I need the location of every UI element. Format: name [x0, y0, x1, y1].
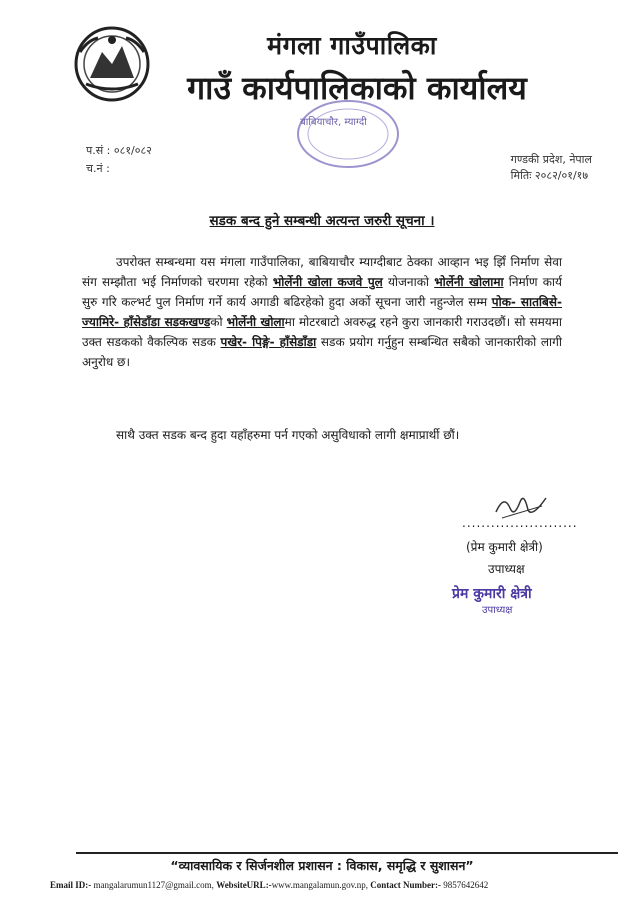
name-stamp-designation: उपाध्यक्ष [482, 605, 513, 616]
body-text: को [210, 315, 227, 329]
website-label: WebsiteURL:- [216, 880, 272, 890]
body-text: निर्माण कार्य सुरु गरि कल्भर्ट पुल निर्माण गर्ने कार्य अगाडी बढिरहेको हुदा अर्को सूचना जारी नहुन्जेल सम्म [82, 275, 562, 309]
river-name: भोर्लेनी खोला [226, 315, 285, 329]
footer-divider [76, 852, 618, 854]
notice-body-paragraph-2: साथै उक्त सडक बन्द हुदा यहाँहरुमा पर्न गएको असुविधाको लागी क्षमाप्रार्थी छौं। [116, 428, 460, 442]
name-stamp: प्रेम कुमारी क्षेत्री [452, 586, 532, 602]
email-address: mangalarumun1127@gmail.com, [91, 880, 217, 890]
body-text: योजनाको [382, 275, 435, 289]
dispatch-number: च.नं : [86, 162, 110, 175]
website-url: www.mangalamun.gov.np, [271, 880, 371, 890]
body-text: उपरोक्त सम्बन्धमा यस मंगला गाउँपालिका, बाबियाचौर म्याग्दीबाट ठेक्का आव्हान भइ झिँ निर्माण सेवा संग सम्झौता भई निर्माणको चरणमा रहेको [82, 255, 562, 289]
body-text: मा मोटरबाटो अवरुद्ध रहने कुरा जानकारी गराउदछौं। सो समयमा उक्त सडकको वैकल्पिक सडक [82, 315, 563, 349]
signatory-name: (प्रेम कुमारी क्षेत्री) [466, 540, 543, 554]
contact-number: 9857642642 [441, 880, 489, 890]
address-block [511, 152, 592, 184]
footer-motto: “व्यावसायिक र सिर्जनशील प्रशासन : विकास, समृद्धि र सुशासन” [170, 858, 474, 873]
signature-line: ........................ [462, 516, 578, 530]
alternative-road-name: पखेर- पिङ्गे- हाँसेडाँडा [220, 335, 317, 349]
contact-label: Contact Number:- [370, 880, 441, 890]
river-name: भोर्लेनी खोलामा [434, 275, 504, 289]
footer-contact [50, 880, 488, 890]
body-text: सडक प्रयोग गर्नुहुन सम्बन्धित सबैको जानकारीको लागी अनुरोध छ। [82, 335, 562, 369]
notice-date: मितिः २०८२/०१/१७ [510, 169, 589, 182]
reference-number: प.सं : ०८१/०८२ [86, 144, 152, 157]
project-name: भोर्लेनी खोला कजवे पुल [272, 275, 383, 289]
office-name-line2: गाउँ कार्यपालिकाको कार्यालय [187, 69, 527, 107]
notice-body-paragraph-1 [82, 252, 562, 372]
email-label: Email ID:- [50, 880, 92, 890]
road-section-name: पोक- सातबिसे- ज्यामिरे- हाँसेडाँडा सडकखण्ड [82, 295, 562, 329]
notice-title-text: सडक बन्द हुने सम्बन्धी अत्यन्त जरुरी सूचना । [209, 213, 435, 229]
stamp-text: बाबियाचौर, म्याग्दी [300, 117, 367, 128]
notice-title [0, 211, 644, 229]
office-seal-stamp [292, 98, 404, 170]
address-province: गण्डकी प्रदेश, नेपाल [510, 153, 592, 166]
office-name-line1: मंगला गाउँपालिका [267, 31, 437, 60]
signatory-designation: उपाध्यक्ष [488, 562, 525, 576]
reference-block [86, 142, 152, 178]
